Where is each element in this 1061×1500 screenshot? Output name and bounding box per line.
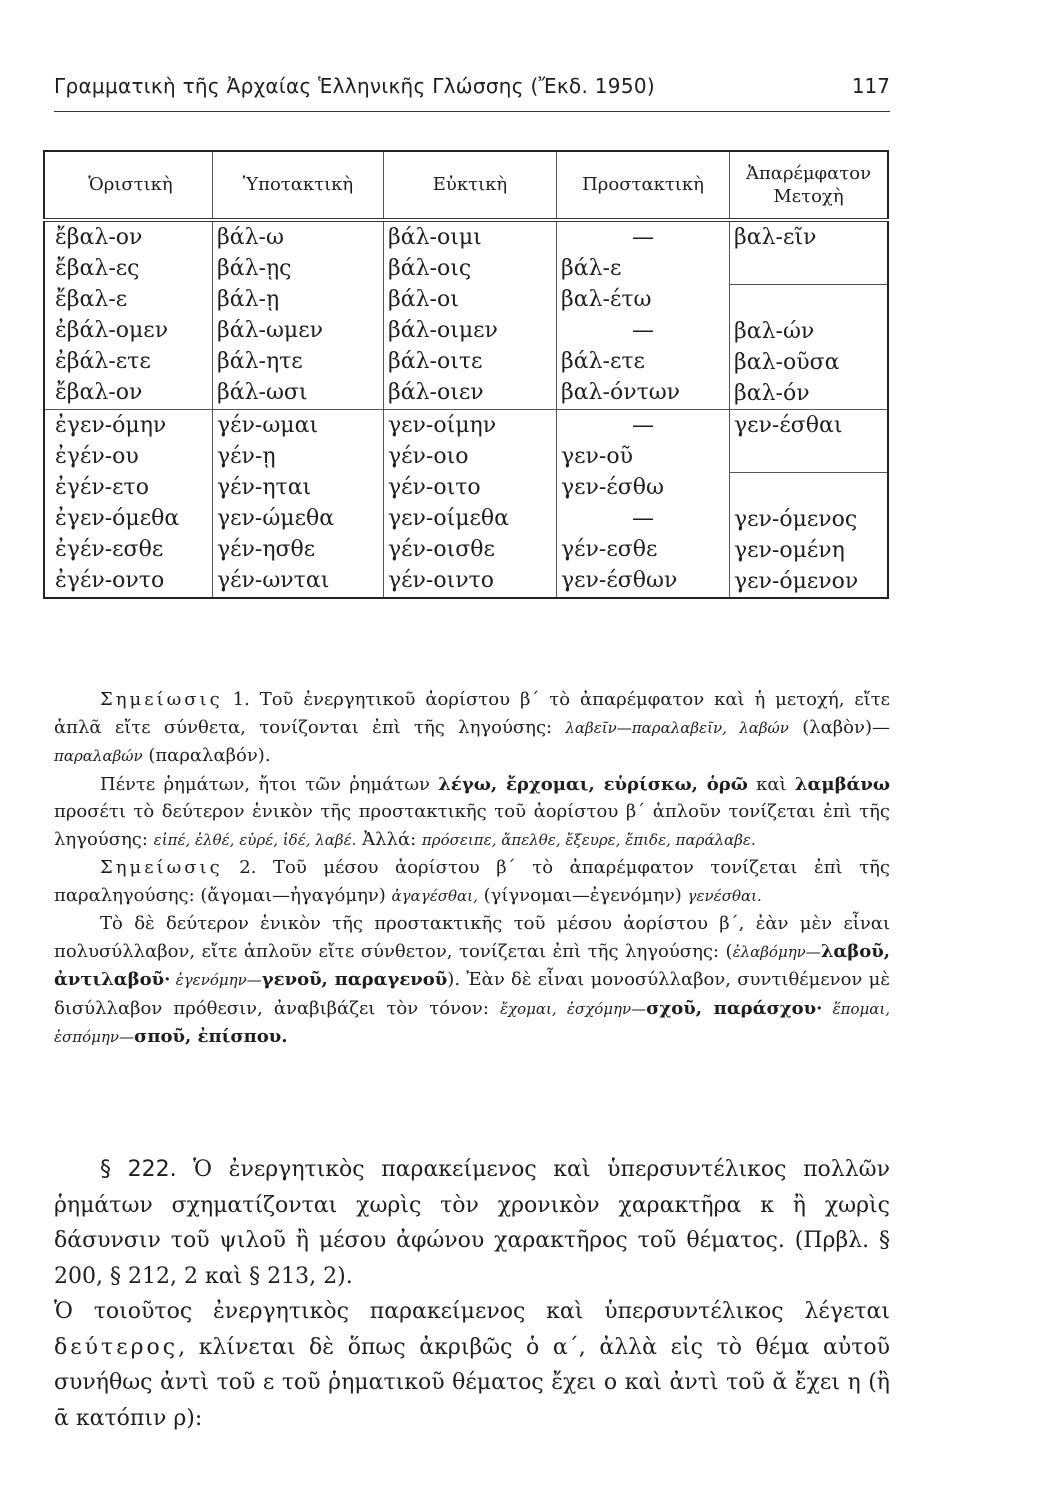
table-cell: βαλ-όν xyxy=(734,381,810,406)
section-paragraph: § 222. Ὁ ἐνεργητικὸς παρακείμενος καὶ ὑπερσυντέλικος πολλῶν ῥημάτων σχηματίζονται χωρὶς τὸν χρονικὸν χαρακτῆρα κ ἢ χωρὶς δάσυνσιν τοῦ ψιλοῦ ἢ μέσου ἀφώνου χαρακτῆρος τοῦ θέματος. (Πρβλ. § 200, § 212, 2 καὶ § 213, 2). xyxy=(54,1157,890,1289)
table-cell: γέν-ῃ xyxy=(217,444,276,469)
page-number: 117 xyxy=(851,74,890,98)
table-cell: ἐγεν-όμην xyxy=(55,413,167,438)
table-cell: — xyxy=(632,225,654,250)
col-header-imperative: Προστακτικὴ xyxy=(557,151,730,220)
table-cell: ἐβάλ-ομεν xyxy=(55,318,169,343)
table-cell: γέν-εσθε xyxy=(561,537,658,562)
table-cell: ἐγεν-όμεθα xyxy=(55,506,180,531)
table-cell: γεν-ώμεθα xyxy=(217,506,335,531)
table-cell: ἐγέν-εσθε xyxy=(55,537,164,562)
table-cell: βάλ-οιμεν xyxy=(388,318,498,343)
active-imperative-cell xyxy=(557,220,730,410)
table-cell: γέν-οιντο xyxy=(388,568,495,593)
table-cell: ἔβαλ-ε xyxy=(55,287,128,312)
table-cell: — xyxy=(632,506,654,531)
table-cell: βάλ-ῃς xyxy=(217,256,292,281)
table-cell: βαλ-οῦσα xyxy=(734,350,840,375)
table-cell: γεν-οῦ xyxy=(561,444,633,469)
table-cell: βάλ-ητε xyxy=(217,349,303,374)
col-header-infinitive-participle xyxy=(730,151,889,220)
table-cell: ἐγέν-ετο xyxy=(55,475,149,500)
middle-subjunctive-cell xyxy=(213,410,384,599)
table-cell: βάλ-ω xyxy=(217,225,284,250)
table-cell: βάλ-οι xyxy=(388,287,459,312)
conjugation-table xyxy=(43,150,889,599)
note-2: Σημείωσις 2. Τοῦ μέσου ἀορίστου β΄ τὸ ἀπαρέμφατον τονίζεται ἐπὶ τῆς παραληγούσης: (ἄγομαι—ἠγαγόμην) ἀγαγέσθαι, (γίγνομαι—ἐγενόμην) γενέσθαι. xyxy=(54,857,890,906)
col-header-participle: Μετοχὴ xyxy=(773,186,844,207)
col-header-subjunctive: Ὑποτακτικὴ xyxy=(213,151,384,220)
table-cell: ἐγέν-ου xyxy=(55,444,139,469)
table-cell: βάλ-οιεν xyxy=(388,380,484,405)
table-cell: γεν-έσθω xyxy=(561,475,664,500)
table-cell: βάλ-ετε xyxy=(561,349,645,374)
table-cell: βαλ-όντων xyxy=(561,380,681,405)
middle-imperative-cell xyxy=(557,410,730,599)
table-cell: γέν-ωμαι xyxy=(217,413,319,438)
table-cell: ἐγέν-οντο xyxy=(55,568,165,593)
table-cell: ἔβαλ-ον xyxy=(55,380,143,405)
table-cell: βάλ-ῃ xyxy=(217,287,280,312)
table-cell: γέν-ησθε xyxy=(217,537,316,562)
header-rule xyxy=(54,111,890,112)
table-cell: ἐβάλ-ετε xyxy=(55,349,151,374)
table-cell: βαλ-ών xyxy=(734,319,815,344)
middle-infinitive-participle-cell xyxy=(730,410,889,599)
middle-aorist-group xyxy=(44,410,888,599)
table-cell: γεν-έσθαι xyxy=(734,413,843,438)
table-header-row xyxy=(44,151,888,220)
table-cell: ἔβαλ-ον xyxy=(55,225,143,250)
table-cell: γεν-έσθων xyxy=(561,568,678,593)
table-cell: γεν-οίμην xyxy=(388,413,497,438)
table-cell: γεν-όμενον xyxy=(734,569,859,594)
col-header-infinitive: Ἀπαρέμφατον xyxy=(745,162,872,184)
table-cell: γεν-οίμεθα xyxy=(388,506,510,531)
table-cell: βάλ-ωμεν xyxy=(217,318,323,343)
active-indicative-cell xyxy=(44,220,213,410)
table-cell: γέν-οιτο xyxy=(388,475,481,500)
table-cell: γέν-οιο xyxy=(388,444,469,469)
table-cell: — xyxy=(632,318,654,343)
table-cell: βάλ-ωσι xyxy=(217,380,308,405)
col-header-indicative: Ὁριστικὴ xyxy=(44,151,213,220)
section-number: § 222. xyxy=(100,1157,177,1182)
active-infinitive-participle-cell xyxy=(730,220,889,410)
table-cell: βαλ-έτω xyxy=(561,287,652,312)
middle-optative-cell xyxy=(384,410,557,599)
running-title: Γραμματικὴ τῆς Ἀρχαίας Ἑλληνικῆς Γλώσσης (Ἔκδ. 1950) xyxy=(54,74,655,98)
table-cell: — xyxy=(632,413,654,438)
section-222 xyxy=(54,1152,890,1436)
middle-indicative-cell xyxy=(44,410,213,599)
table-cell: ἔβαλ-ες xyxy=(55,256,140,281)
table-cell: βάλ-οις xyxy=(388,256,472,281)
col-header-optative: Εὐκτικὴ xyxy=(384,151,557,220)
active-subjunctive-cell xyxy=(213,220,384,410)
table-cell: γεν-ομένη xyxy=(734,538,845,563)
note-label: Σημείωσις xyxy=(100,857,223,878)
note-paragraph: Πέντε ῥημάτων, ἤτοι τῶν ῥημάτων λέγω, ἔρχομαι, εὑρίσκω, ὁρῶ καὶ λαμβάνω προσέτι τὸ δεύτερον ἑνικὸν τῆς προστακτικῆς τοῦ ἀορίστου β΄ ἁπλοῦν τονίζεται ἐπὶ τῆς ληγούσης: εἰπέ, ἐλθέ, εὑρέ, ἰδέ, λαβέ. Ἀλλά: πρόσειπε, ἄπελθε, ἔξευρε, ἔπιδε, παράλαβε. xyxy=(54,773,891,850)
table-cell: βάλ-ε xyxy=(561,256,622,281)
table-cell: γέν-ωνται xyxy=(217,568,330,593)
running-header xyxy=(54,74,890,106)
table-cell: βαλ-εῖν xyxy=(734,225,817,250)
table-cell: γεν-όμενος xyxy=(734,507,858,532)
note-label: Σημείωσις xyxy=(100,689,223,710)
active-optative-cell xyxy=(384,220,557,410)
table-cell: γέν-οισθε xyxy=(388,537,495,562)
note-paragraph: Τὸ δὲ δεύτερον ἑνικὸν τῆς προστακτικῆς τοῦ μέσου ἀορίστου β΄, ἐὰν μὲν εἶναι πολυσύλλαβον, εἴτε ἁπλοῦν εἴτε σύνθετον, τονίζεται ἐπὶ τῆς ληγούσης: (ἐλαβόμην—λαβοῦ, ἀντιλαβοῦ· ἐγενόμην—γενοῦ, παραγενοῦ). Ἐὰν δὲ εἶναι μονοσύλλαβον, συντιθέμενον μὲ δισύλλαβον πρόθεσιν, ἀναβιβάζει τὸν τόνον: ἔχομαι, ἐσχόμην—σχοῦ, παράσχου· ἕπομαι, ἑσπόμην—σποῦ, ἐπίσπου. xyxy=(54,913,890,1047)
table-cell: βάλ-οιμι xyxy=(388,225,482,250)
section-paragraph: Ὁ τοιοῦτος ἐνεργητικὸς παρακείμενος καὶ ὑπερσυντέλικος λέγεται δεύτερος, κλίνεται δὲ ὅπως ἀκριβῶς ὁ α΄, ἀλλὰ εἰς τὸ θέμα αὐτοῦ συνήθως ἀντὶ τοῦ ε τοῦ ῥηματικοῦ θέματος ἔχει ο καὶ ἀντὶ τοῦ ᾰ ἔχει η (ἢ ᾱ κατόπιν ρ): xyxy=(54,1299,890,1431)
table-cell: γέν-ηται xyxy=(217,475,312,500)
table-cell: βάλ-οιτε xyxy=(388,349,483,374)
active-aorist-group xyxy=(44,220,888,410)
notes-block xyxy=(54,686,890,1052)
note-1: Σημείωσις 1. Τοῦ ἐνεργητικοῦ ἀορίστου β΄ τὸ ἀπαρέμφατον καὶ ἡ μετοχή, εἴτε ἁπλᾶ εἴτε σύνθετα, τονίζονται ἐπὶ τῆς ληγούσης: λαβεῖν—παραλαβεῖν, λαβών (λαβὸν)—παραλαβών (παραλαβόν). xyxy=(54,689,890,766)
